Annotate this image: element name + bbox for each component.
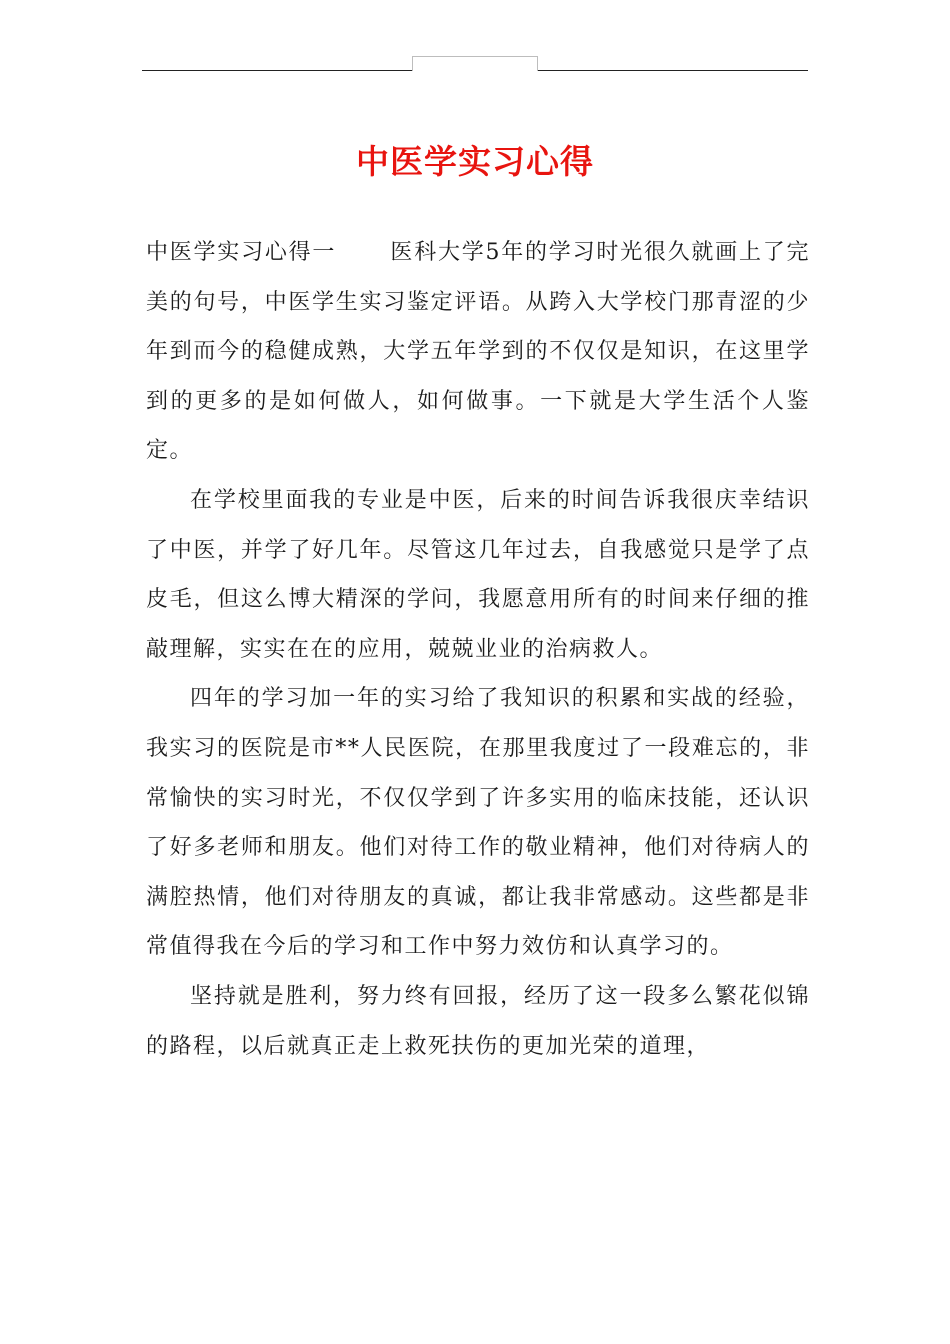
paragraph-3: 四年的学习加一年的实习给了我知识的积累和实战的经验，我实习的医院是市**人民医院，在那里我度过了一段难忘的，非常愉快的实习时光，不仅仅学到了许多实用的临床技能，还认识了好多老师和朋友。他们对待工作的敬业精神，他们对待病人的满腔热情，他们对待朋友的真诚，都让我非常感动。这些都是非常值得我在今后的学习和工作中努力效仿和认真学习的。 <box>146 686 810 960</box>
document-title: 中医学实习心得 <box>356 142 594 181</box>
paragraph-2: 在学校里面我的专业是中医，后来的时间告诉我很庆幸结识了中医，并学了好几年。尽管这几年过去，自我感觉只是学了点皮毛，但这么博大精深的学问，我愿意用所有的时间来仔细的推敲理解，实实在在的应用，兢兢业业的治病救人。 <box>146 487 810 662</box>
header-tab <box>412 56 538 71</box>
paragraph-4: 坚持就是胜利，努力终有回报，经历了这一段多么繁花似锦的路程，以后就真正走上救死扶伤的更加光荣的道理， <box>146 983 810 1059</box>
paragraph-intro <box>146 228 810 476</box>
document-body <box>146 228 810 1071</box>
intro-label: 中医学实习心得一 <box>146 240 337 265</box>
paragraph-1-text: 医科大学5年的学习时光很久就画上了完美的句号，中医学生实习鉴定评语。从跨入大学校门那青涩的少年到而今的稳健成熟，大学五年学到的不仅仅是知识，在这里学到的更多的是如何做人，如何做事。一下就是大学生活个人鉴定。 <box>146 240 810 464</box>
